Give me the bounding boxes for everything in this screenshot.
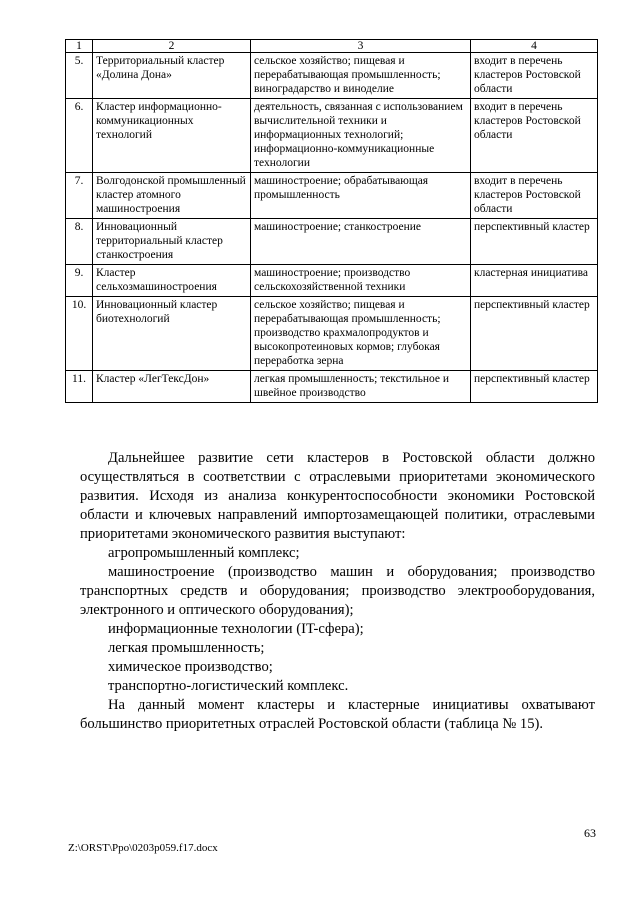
header-col-3: 3: [251, 40, 471, 53]
cluster-name: Кластер сельхозмашиностроения: [93, 265, 251, 297]
cluster-name: Кластер информационно-коммуникационных технологий: [93, 99, 251, 173]
row-number: 9.: [66, 265, 93, 297]
header-col-1: 1: [66, 40, 93, 53]
cluster-name: Кластер «ЛегТексДон»: [93, 371, 251, 403]
cluster-status: кластерная инициатива: [471, 265, 598, 297]
cluster-name: Территориальный кластер «Долина Дона»: [93, 53, 251, 99]
priority-item: транспортно-логистический комплекс.: [108, 678, 349, 694]
priority-item: легкая промышленность;: [108, 640, 265, 656]
cluster-name: Инновационный территориальный кластер станкостроения: [93, 219, 251, 265]
cluster-name: Инновационный кластер биотехнологий: [93, 297, 251, 371]
row-number: 6.: [66, 99, 93, 173]
header-col-2: 2: [93, 40, 251, 53]
table-header-row: [66, 40, 598, 53]
row-number: 7.: [66, 173, 93, 219]
row-number: 8.: [66, 219, 93, 265]
priority-item: химическое производство;: [108, 659, 273, 675]
cluster-status: перспективный кластер: [471, 371, 598, 403]
body-text: [80, 449, 595, 734]
table-row: [66, 297, 598, 371]
page-number: 63: [584, 826, 596, 840]
table-row: [66, 371, 598, 403]
clusters-table: [65, 39, 598, 403]
row-number: 11.: [66, 371, 93, 403]
cluster-industries: сельское хозяйство; пищевая и перерабатывающая промышленность; производство крахмалопродуктов и высокопротеиновых кормов; глубокая переработка зерна: [251, 297, 471, 371]
priority-item: агропромышленный комплекс;: [108, 545, 300, 561]
paragraph-conclusion: На данный момент кластеры и кластерные инициативы охватывают большинство приоритетных отраслей Ростовской области (таблица № 15).: [80, 697, 595, 732]
paragraph-intro: Дальнейшее развитие сети кластеров в Ростовской области должно осуществляться в соответствии с отраслевыми приоритетами экономического развития. Исходя из анализа конкурентоспособности экономики Ростовской области и ключевых направлений импортозамещающей политики, отраслевыми приоритетами экономического развития выступают:: [80, 450, 595, 542]
header-col-4: 4: [471, 40, 598, 53]
cluster-industries: легкая промышленность; текстильное и швейное производство: [251, 371, 471, 403]
cluster-industries: машиностроение; обрабатывающая промышленность: [251, 173, 471, 219]
cluster-name: Волгодонской промышленный кластер атомного машиностроения: [93, 173, 251, 219]
row-number: 5.: [66, 53, 93, 99]
cluster-status: входит в перечень кластеров Ростовской области: [471, 173, 598, 219]
cluster-status: перспективный кластер: [471, 219, 598, 265]
table-row: [66, 173, 598, 219]
table-row: [66, 53, 598, 99]
cluster-status: входит в перечень кластеров Ростовской области: [471, 53, 598, 99]
priority-item: машиностроение (производство машин и оборудования; производство транспортных средств и оборудования; производство электрооборудования, электронного и оптического оборудования);: [80, 564, 595, 618]
cluster-status: входит в перечень кластеров Ростовской области: [471, 99, 598, 173]
table-row: [66, 219, 598, 265]
cluster-industries: сельское хозяйство; пищевая и перерабатывающая промышленность; виноградарство и виноделие: [251, 53, 471, 99]
cluster-status: перспективный кластер: [471, 297, 598, 371]
row-number: 10.: [66, 297, 93, 371]
priority-item: информационные технологии (IT-сфера);: [108, 621, 364, 637]
cluster-industries: машиностроение; производство сельскохозяйственной техники: [251, 265, 471, 297]
table-row: [66, 99, 598, 173]
cluster-industries: деятельность, связанная с использованием вычислительной техники и информационных технологий; информационно-коммуникационные технологии: [251, 99, 471, 173]
table-row: [66, 265, 598, 297]
footer-file-path: Z:\ORST\Ppo\0203p059.f17.docx: [68, 842, 218, 854]
cluster-industries: машиностроение; станкостроение: [251, 219, 471, 265]
